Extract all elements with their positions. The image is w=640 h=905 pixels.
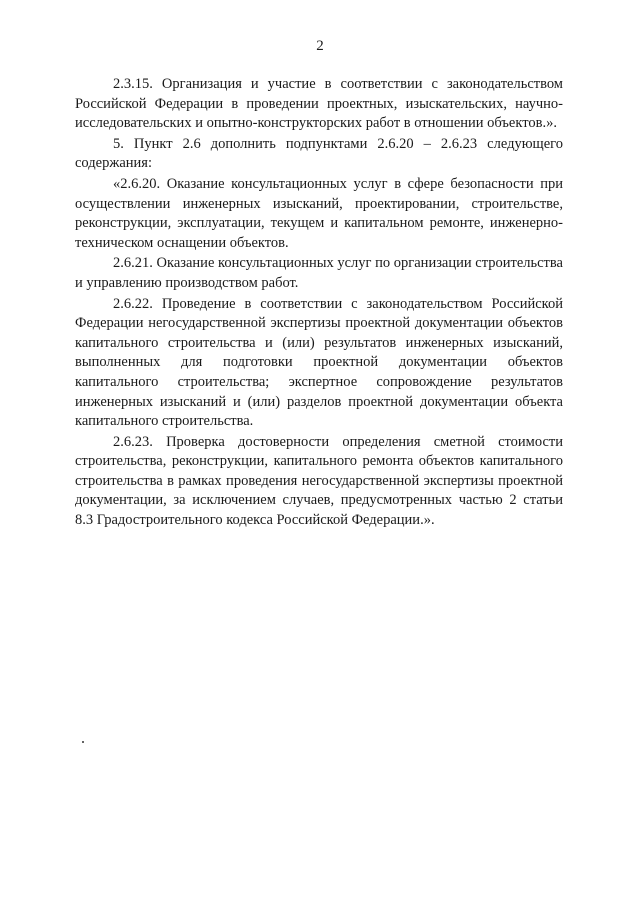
paragraph-2-6-20: «2.6.20. Оказание консультационных услуг в сфере безопасности при осуществлении инженерных изысканий, проектировании, строительстве, реконструкции, эксплуатации, текущем и капитальном ремонте, инженерно-техническом оснащении объектов.	[75, 175, 563, 251]
paragraph-item-5: 5. Пункт 2.6 дополнить подпунктами 2.6.20 – 2.6.23 следующего содержания:	[75, 135, 563, 172]
page-number: 2	[316, 38, 324, 54]
paragraph-2-6-22: 2.6.22. Проведение в соответствии с законодательством Российской Федерации негосударственной экспертизы проектной документации объектов капитального строительства и (или) результатов инженерных изысканий, выполненных для подготовки проектной документации объектов капитального строительства; экспертное сопровождение результатов инженерных изысканий и (или) разделов проектной документации объекта капитального строительства.	[75, 295, 563, 430]
paragraph-2-3-15: 2.3.15. Организация и участие в соответствии с законодательством Российской Федерации в проведении проектных, изыскательских, научно-исследовательских и опытно-конструкторских работ в отношении объектов.».	[75, 76, 563, 132]
paragraph-2-6-23: 2.6.23. Проверка достоверности определения сметной стоимости строительства, реконструкции, капитального ремонта объектов капитального строительства в рамках проведения негосударственной экспертизы проектной документации, за исключением случаев, предусмотренных частью 2 статьи 8.3 Градостроительного кодекса Российской Федерации.».	[75, 433, 563, 529]
scan-speck	[82, 741, 84, 743]
document-body	[75, 75, 563, 531]
paragraph-2-6-21: 2.6.21. Оказание консультационных услуг по организации строительства и управлению производством работ.	[75, 255, 563, 291]
